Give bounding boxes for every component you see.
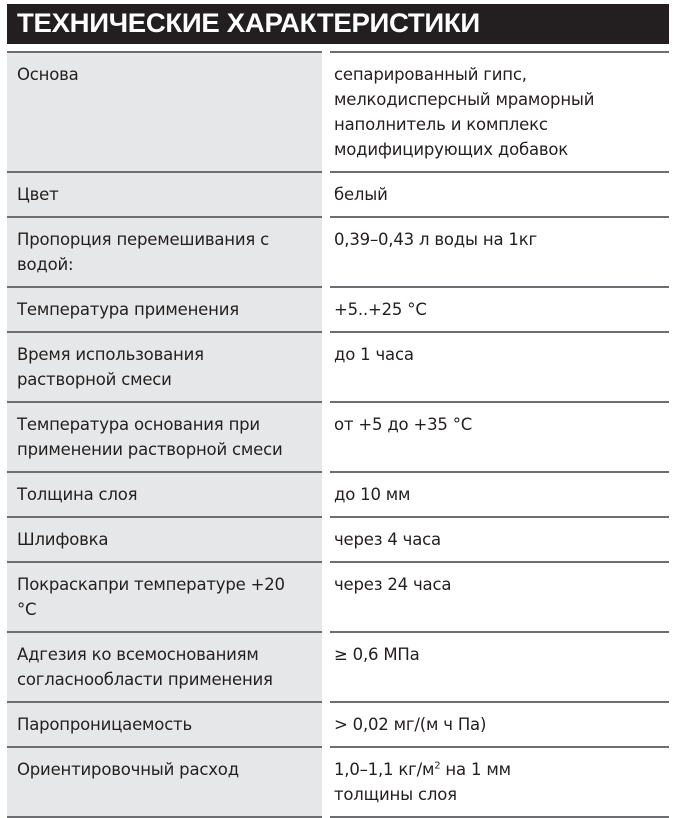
- table-row: [7, 516, 669, 561]
- table-row: [7, 746, 669, 818]
- spec-label: Ориентировочный расход: [7, 746, 322, 818]
- table-row: [7, 471, 669, 516]
- spec-value: через 24 часа: [330, 561, 669, 631]
- spec-label: Температура применения: [7, 286, 322, 331]
- spec-value: ≥ 0,6 МПа: [330, 631, 669, 701]
- value-superscript: 2: [434, 760, 441, 772]
- table-row: [7, 701, 669, 746]
- table-row: [7, 561, 669, 631]
- spec-label: Покраскапри температуре +20 °С: [7, 561, 322, 631]
- spec-value: белый: [330, 171, 669, 216]
- table-row: [7, 631, 669, 701]
- spec-label: Пропорция перемешивания с водой:: [7, 216, 322, 286]
- spec-value: до 10 мм: [330, 471, 669, 516]
- spec-label: Паропроницаемость: [7, 701, 322, 746]
- spec-value: до 1 часа: [330, 331, 669, 401]
- spec-label: Температура основания при применении растворной смеси: [7, 401, 322, 471]
- spec-label: Адгезия ко всемоснованиям согласнообласти применения: [7, 631, 322, 701]
- spec-value: +5..+25 °С: [330, 286, 669, 331]
- section-header: [7, 4, 669, 44]
- section-title: ТЕХНИЧЕСКИЕ ХАРАКТЕРИСТИКИ: [17, 8, 480, 38]
- table-row: [7, 51, 669, 171]
- spec-label: Время использования растворной смеси: [7, 331, 322, 401]
- table-row: [7, 331, 669, 401]
- table-row: [7, 216, 669, 286]
- value-text: 1,0–1,1 кг/м: [334, 760, 435, 779]
- spec-value: от +5 до +35 °С: [330, 401, 669, 471]
- spec-label: Основа: [7, 51, 322, 171]
- table-row: [7, 286, 669, 331]
- spec-value: через 4 часа: [330, 516, 669, 561]
- spec-value: 0,39–0,43 л воды на 1кг: [330, 216, 669, 286]
- spec-label: Цвет: [7, 171, 322, 216]
- value-text: на 1 мм толщины слоя: [334, 760, 511, 804]
- table-row: [7, 401, 669, 471]
- spec-label: Шлифовка: [7, 516, 322, 561]
- spec-value: [330, 746, 669, 818]
- spec-value: > 0,02 мг/(м ч Па): [330, 701, 669, 746]
- spec-value: сепарированный гипс, мелкодисперсный мраморный наполнитель и комплекс модифицирующих добавок: [330, 51, 669, 171]
- specs-table: [7, 51, 669, 818]
- spec-label: Толщина слоя: [7, 471, 322, 516]
- table-row: [7, 171, 669, 216]
